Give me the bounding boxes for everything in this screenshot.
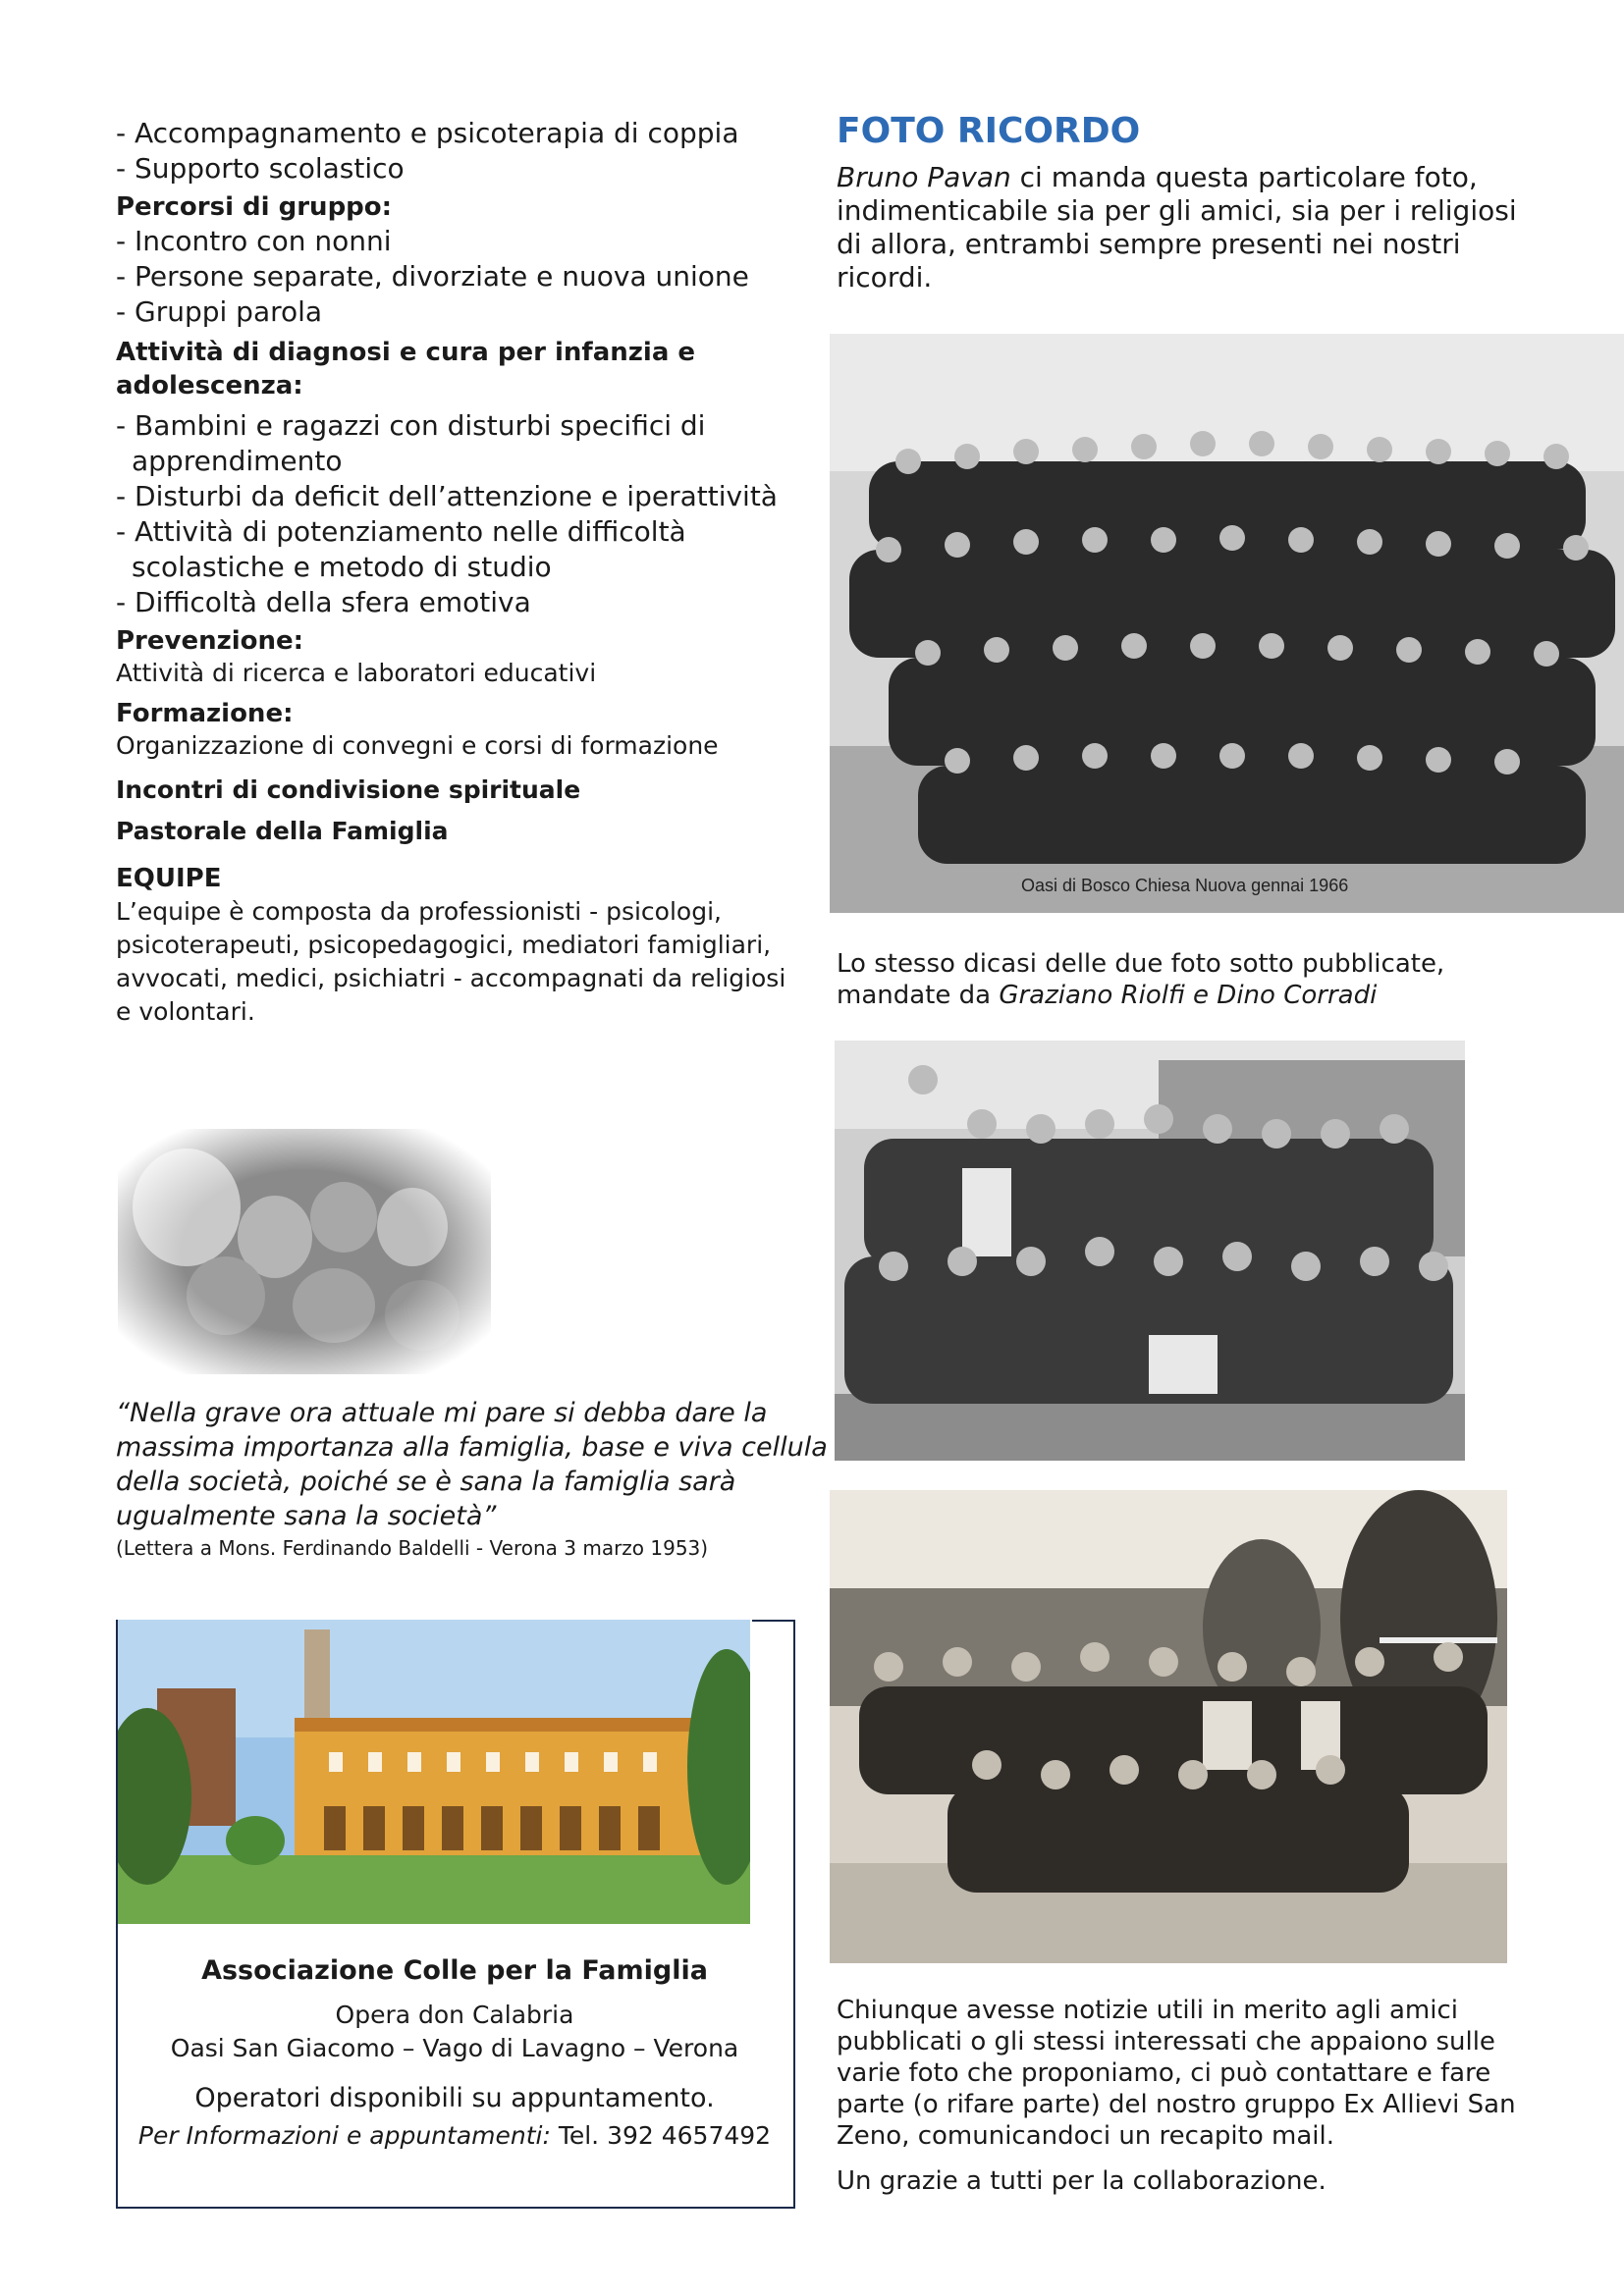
equipe-line: avvocati, medici, psichiatri - accompagnati da religiosi [116,964,786,992]
quote-source: (Lettera a Mons. Ferdinando Baldelli - Verona 3 marzo 1953) [116,1536,709,1560]
association-line: Opera don Calabria [335,2001,574,2029]
closing-line: parte (o rifare parte) del nostro gruppo Ex Allievi San [837,2090,1516,2119]
thanks-line: Un grazie a tutti per la collaborazione. [837,2166,1326,2196]
training-heading: Formazione: [116,699,294,728]
sent-by-line [837,980,1524,1011]
group-photo-3 [830,1490,1507,1963]
section-title: FOTO RICORDO [837,111,1141,151]
association-text [118,1953,791,2154]
group-photo-1 [830,334,1624,913]
intro-line: di allora, entrambi sempre presenti nei nostri [837,228,1461,260]
equipe-line: psicoterapeuti, psicopedagogici, mediatori famigliari, [116,931,772,959]
senders: Graziano Riolfi e Dino Corradi [999,981,1378,1010]
diagnosis-item: - Difficoltà della sfera emotiva [116,586,531,618]
diagnosis-item: - Bambini e ragazzi con disturbi specifici di [116,409,706,442]
intro-text: ci manda questa particolare foto, [1010,161,1478,193]
second-text [837,948,1524,1011]
quote-line: “Nella grave ora attuale mi pare si debba dare la [116,1398,768,1428]
diagnosis-item-cont: apprendimento [132,445,343,477]
operators-text: Operatori disponibili su appuntamento. [194,2083,715,2113]
equipe-line: L’equipe è composta da professionisti - psicologi, [116,897,722,926]
group-item: - Gruppi parola [116,295,323,328]
quote-line: massima importanza alla famiglia, base e viva cellula [116,1432,828,1463]
prevention-heading: Prevenzione: [116,626,304,656]
closing-line: pubblicati o gli stessi interessati che appaiono sulle [837,2027,1495,2056]
pastoral-heading: Pastorale della Famiglia [116,817,449,845]
group-heading: Percorsi di gruppo: [116,192,393,222]
intro-line: indimenticabile sia per gli amici, sia per i religiosi [837,194,1517,227]
group-photo-2 [835,1041,1465,1461]
association-line: Oasi San Giacomo – Vago di Lavagno – Verona [170,2034,739,2062]
same-text: Lo stesso dicasi delle due foto sotto pubblicate, [837,949,1445,979]
photo-caption: Oasi di Bosco Chiesa Nuova gennai 1966 [1021,876,1349,895]
group-item: - Incontro con nonni [116,225,392,257]
closing-line: Chiunque avesse notizie utili in merito agli amici [837,1996,1458,2025]
diagnosis-item: - Disturbi da deficit dell’attenzione e iperattività [116,480,778,512]
association-name: Associazione Colle per la Famiglia [201,1955,708,1986]
services-list [116,116,803,1029]
closing-line: varie foto che proponiamo, ci può contattare e fare [837,2058,1491,2088]
closing-text [837,1995,1524,2197]
building-photo [118,1620,750,1924]
diagnosis-heading-cont: adolescenza: [116,371,303,400]
prevention-text: Attività di ricerca e laboratori educativi [116,659,597,687]
sent-by: mandate da [837,981,1000,1010]
intro-line [837,161,1524,194]
service-item: - Accompagnamento e psicoterapia di coppia [116,117,739,149]
equipe-line: e volontari. [116,997,255,1026]
contact-line [118,2118,791,2154]
intro-line: ricordi. [837,261,933,294]
children-photo [118,1129,491,1374]
box-top-border [752,1620,793,1622]
quote-line: ugualmente sana la società” [116,1501,497,1531]
phone-number: Tel. 392 4657492 [550,2121,772,2150]
diagnosis-item: - Attività di potenziamento nelle difficoltà [116,515,686,548]
service-item: - Supporto scolastico [116,152,405,185]
closing-line: Zeno, comunicandoci un recapito mail. [837,2121,1334,2151]
equipe-heading: EQUIPE [116,864,222,893]
quote-block [116,1396,828,1563]
diagnosis-item-cont: scolastiche e metodo di studio [132,551,552,583]
right-intro [837,110,1524,294]
diagnosis-heading: Attività di diagnosi e cura per infanzia e [116,338,696,367]
quote-line: della società, poiché se è sana la famiglia sarà [116,1467,736,1497]
training-text: Organizzazione di convegni e corsi di formazione [116,731,719,760]
spiritual-heading: Incontri di condivisione spirituale [116,775,581,804]
group-item: - Persone separate, divorziate e nuova unione [116,260,749,293]
intro-name: Bruno Pavan [837,161,1011,193]
info-label: Per Informazioni e appuntamenti: [137,2121,551,2150]
